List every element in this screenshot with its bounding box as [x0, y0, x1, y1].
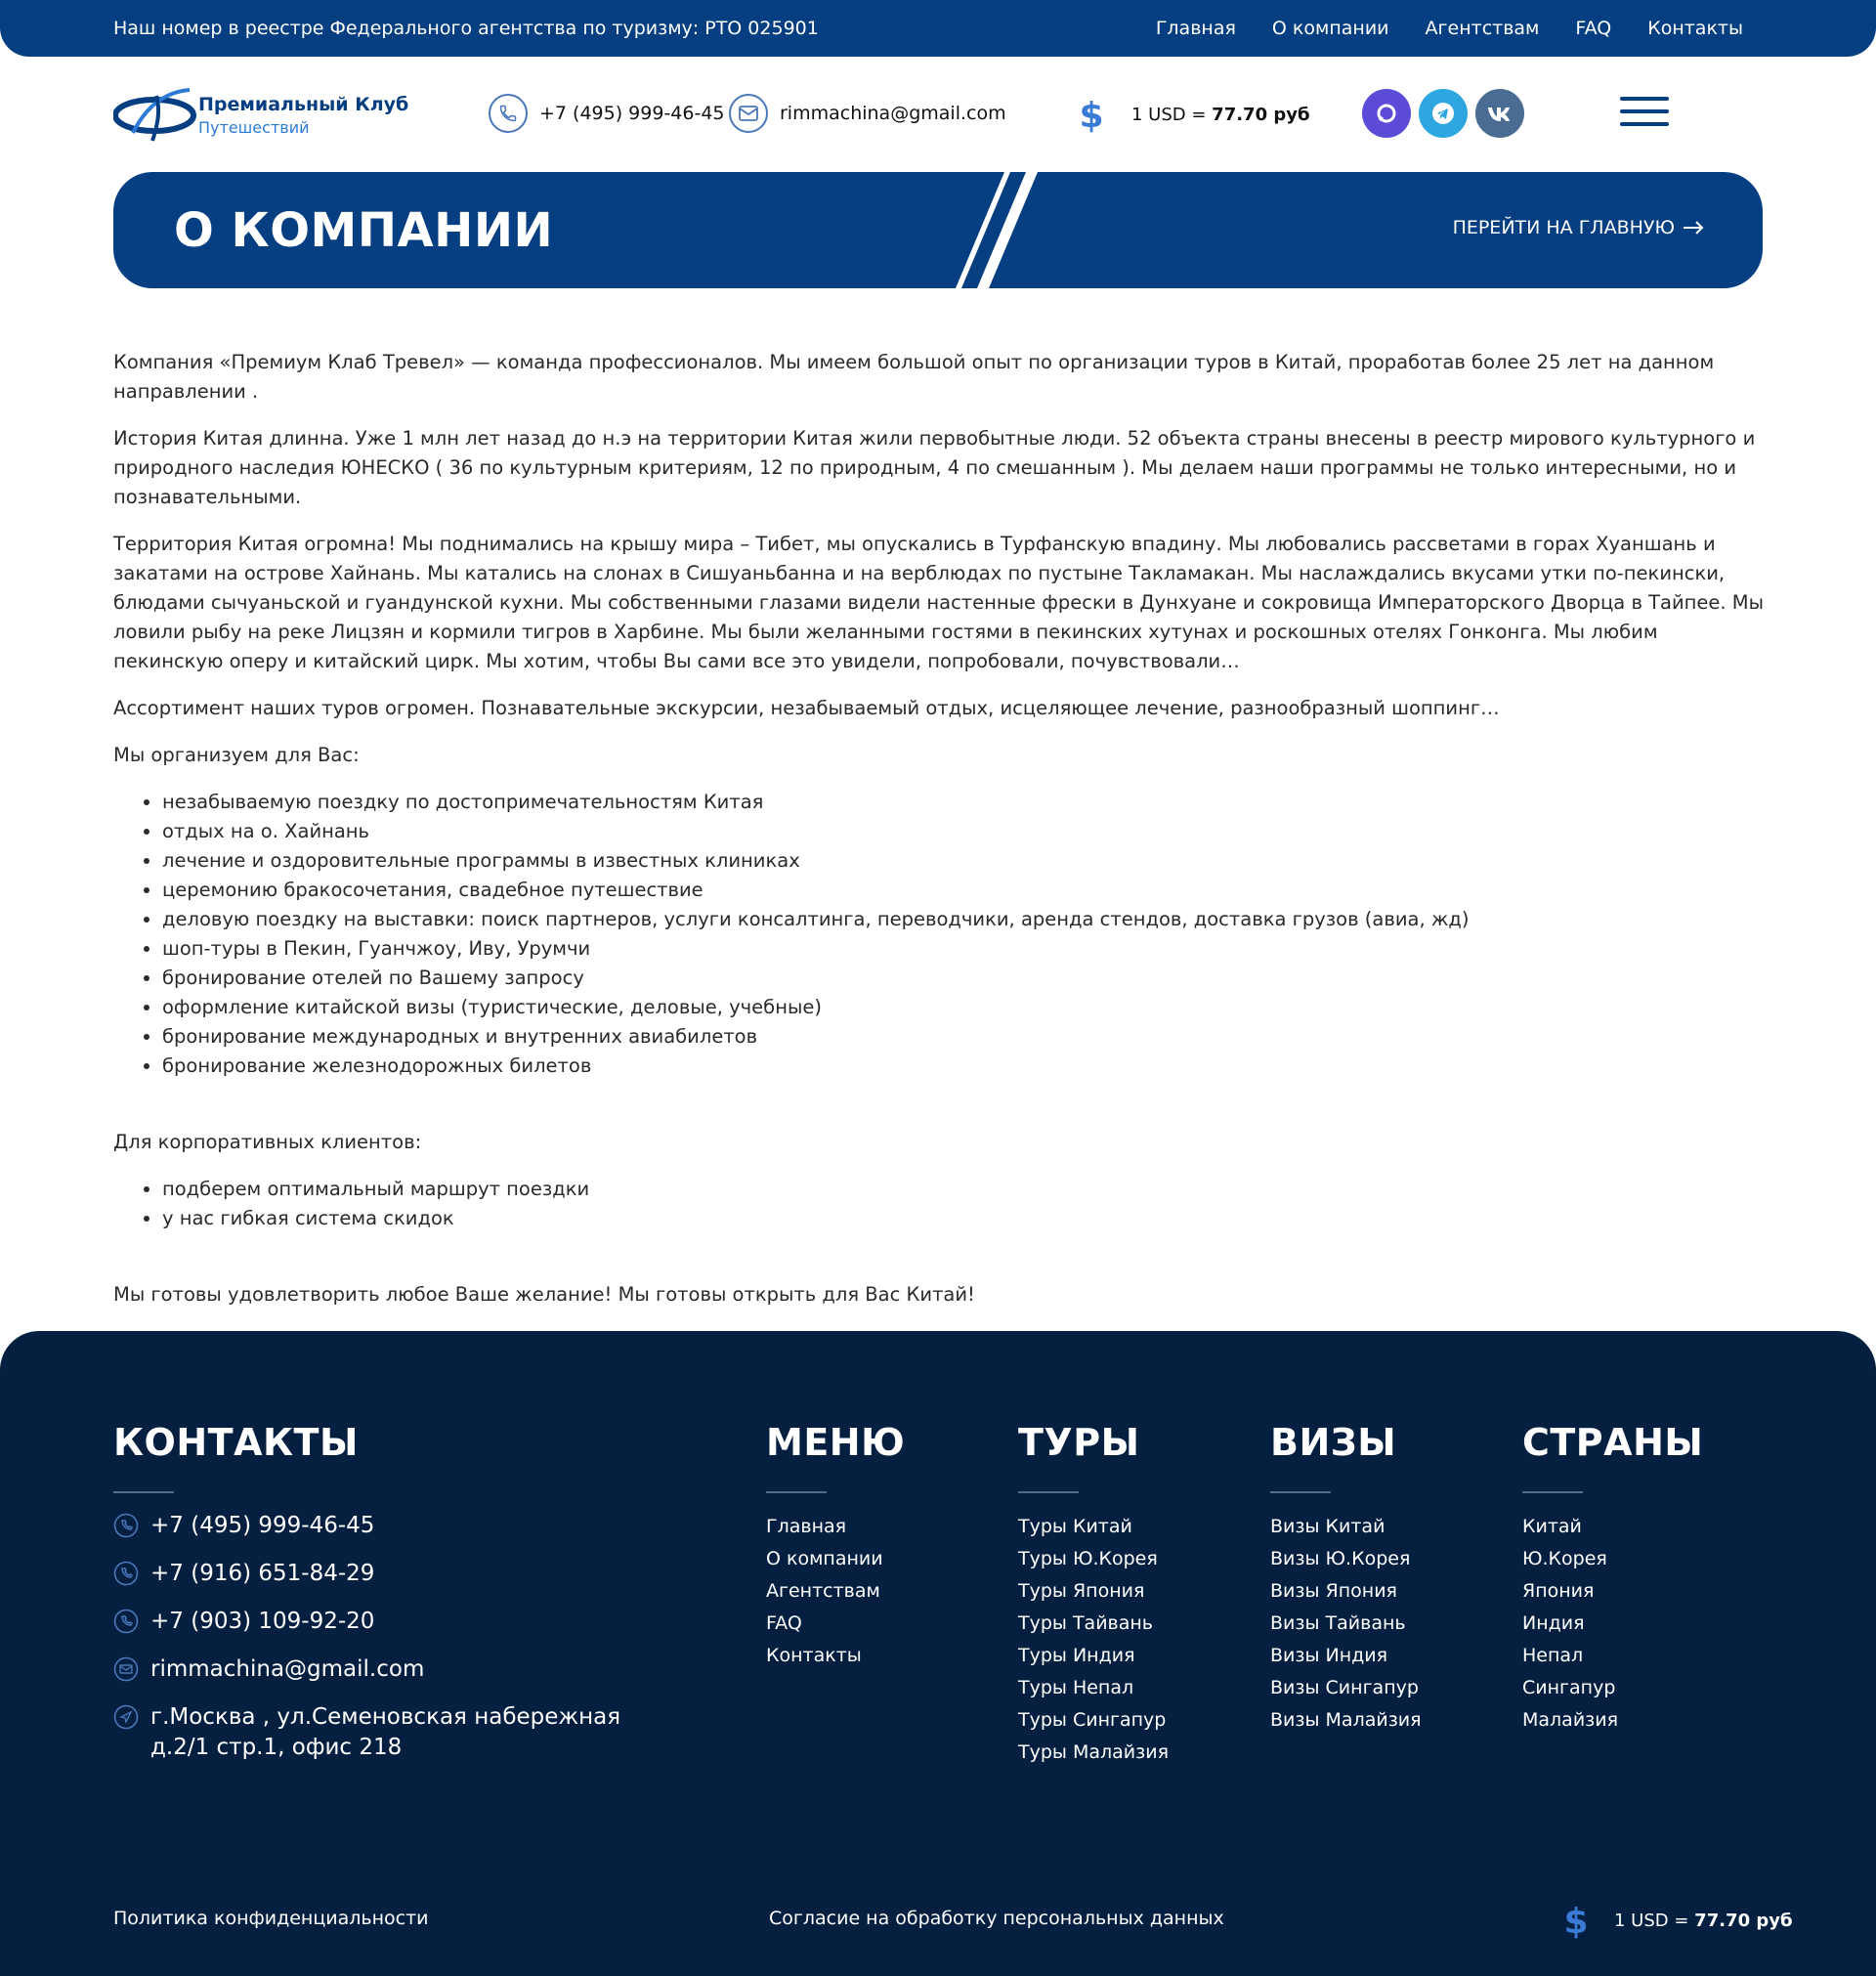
footer-menu-item[interactable]: FAQ	[766, 1612, 802, 1634]
corporate-list	[162, 1175, 1765, 1233]
footer-visa-item[interactable]: Визы Ю.Корея	[1270, 1548, 1411, 1569]
top-nav	[1156, 18, 1743, 39]
footer-phone-2[interactable]: +7 (916) 651-84-29	[113, 1559, 620, 1589]
list-item: • у нас гибкая система скидок	[162, 1204, 1765, 1233]
dollar-icon	[1079, 96, 1104, 133]
footer-tour-item[interactable]: Туры Малайзия	[1018, 1741, 1170, 1763]
nav-about[interactable]: О компании	[1271, 18, 1389, 39]
footer-tours	[1018, 1421, 1169, 1769]
phone-icon	[113, 1561, 139, 1586]
usd-value: 77.70 руб	[1694, 1910, 1793, 1931]
footer-visa-item[interactable]: Визы Тайвань	[1270, 1612, 1406, 1634]
footer-visa-item[interactable]: Визы Китай	[1270, 1516, 1386, 1537]
footer-contacts	[113, 1421, 620, 1781]
footer-country-item[interactable]: Малайзия	[1522, 1709, 1619, 1731]
svg-text:$: $	[1563, 1902, 1589, 1939]
list-item: • оформление китайской визы (туристические, деловые, учебные)	[162, 993, 1765, 1022]
header-phone[interactable]	[489, 94, 725, 133]
page-banner	[113, 172, 1763, 288]
paragraph: Мы готовы удовлетворить любое Ваше желание! Мы готовы открыть для Вас Китай!	[113, 1283, 975, 1306]
registry-number: Наш номер в реестре Федерального агентства по туризму: РТО 025901	[113, 18, 819, 39]
max-icon[interactable]	[1362, 89, 1411, 138]
footer-countries	[1522, 1421, 1703, 1737]
paragraph: Ассортимент наших туров огромен. Познавательные экскурсии, незабываемый отдых, исцеляющее лечение, разнообразный шоппинг…	[113, 697, 1500, 719]
mail-icon	[113, 1656, 139, 1682]
footer-tour-item[interactable]: Туры Япония	[1018, 1580, 1145, 1602]
currency-rate	[1079, 96, 1310, 133]
phone-icon	[489, 94, 528, 133]
list-item: • отдых на о. Хайнань	[162, 817, 1765, 846]
footer-menu-item[interactable]: О компании	[766, 1548, 883, 1569]
nav-faq[interactable]: FAQ	[1575, 18, 1612, 39]
footer-menu	[766, 1421, 905, 1672]
go-home-link[interactable]	[1453, 217, 1704, 238]
footer-countries-title: СТРАНЫ	[1522, 1421, 1704, 1464]
header-email-text: rimmachina@gmail.com	[780, 103, 1006, 124]
list-item: • лечение и оздоровительные программы в известных клиниках	[162, 846, 1765, 876]
footer-country-item[interactable]: Индия	[1522, 1612, 1585, 1634]
footer-visa-item[interactable]: Визы Сингапур	[1270, 1677, 1419, 1698]
paragraph: История Китая длинна. Уже 1 млн лет назад до н.э на территории Китая жили первобытные люди. 52 объекта страны внесены в реестр мирового культурного и природного наследия ЮНЕСКО ( 36 по культурным критериям, 12 по природным, 4 по смешанным ). Мы делаем наши программы не только интересными, но и познавательными.	[113, 427, 1756, 508]
telegram-icon[interactable]	[1419, 89, 1468, 138]
list-item: • деловую поездку на выставки: поиск партнеров, услуги консалтинга, переводчики, аренда стендов, доставка грузов (авиа, жд)	[162, 905, 1765, 934]
footer-menu-item[interactable]: Главная	[766, 1516, 847, 1537]
footer-visa-item[interactable]: Визы Япония	[1270, 1580, 1397, 1602]
header-email[interactable]	[729, 94, 1006, 133]
footer-tour-item[interactable]: Туры Сингапур	[1018, 1709, 1167, 1731]
footer-currency-rate	[1563, 1902, 1793, 1939]
footer-tours-title: ТУРЫ	[1018, 1421, 1140, 1464]
nav-agencies[interactable]: Агентствам	[1425, 18, 1540, 39]
social-links	[1362, 89, 1524, 138]
usd-value: 77.70 руб	[1212, 104, 1310, 125]
list-item: • бронирование отелей по Вашему запросу	[162, 964, 1765, 993]
privacy-policy-link[interactable]: Политика конфиденциальности	[113, 1908, 429, 1929]
phone-icon	[113, 1609, 139, 1634]
footer-contacts-title: КОНТАКТЫ	[113, 1421, 359, 1464]
logo-title: Премиальный Клуб	[198, 94, 409, 115]
dollar-icon	[1563, 1902, 1589, 1939]
list-item: • незабываемую поездку по достопримечательностям Китая	[162, 788, 1765, 817]
footer-visas-title: ВИЗЫ	[1270, 1421, 1397, 1464]
footer-tour-item[interactable]: Туры Непал	[1018, 1677, 1134, 1698]
footer-visas	[1270, 1421, 1422, 1737]
header-phone-text: +7 (495) 999-46-45	[539, 103, 725, 124]
phone-icon	[113, 1513, 139, 1538]
list-item: • бронирование международных и внутренних авиабилетов	[162, 1022, 1765, 1052]
arrow-right-icon	[1683, 221, 1704, 235]
top-bar	[0, 0, 1876, 57]
footer-country-item[interactable]: Сингапур	[1522, 1677, 1616, 1698]
list-item: • бронирование железнодорожных билетов	[162, 1052, 1765, 1081]
footer-country-item[interactable]: Япония	[1522, 1580, 1595, 1602]
services-list	[162, 788, 1765, 1081]
footer-tour-item[interactable]: Туры Ю.Корея	[1018, 1548, 1158, 1569]
paragraph: Компания «Премиум Клаб Тревел» — команда профессионалов. Мы имеем большой опыт по организации туров в Китай, проработав более 25 лет на данном направлении .	[113, 351, 1715, 403]
footer-visa-item[interactable]: Визы Индия	[1270, 1645, 1388, 1666]
vk-icon[interactable]	[1475, 89, 1524, 138]
footer	[0, 1331, 1876, 1976]
page-title: О КОМПАНИИ	[174, 203, 554, 258]
location-icon	[113, 1704, 139, 1730]
about-content	[113, 348, 1765, 1327]
paragraph: Мы организуем для Вас:	[113, 744, 360, 766]
list-item: • церемонию бракосочетания, свадебное путешествие	[162, 876, 1765, 905]
nav-home[interactable]: Главная	[1155, 18, 1236, 39]
footer-menu-item[interactable]: Агентствам	[766, 1580, 880, 1602]
consent-link[interactable]: Согласие на обработку персональных данных	[769, 1908, 1224, 1929]
footer-address: г.Москва , ул.Семеновская набережная д.2/1 стр.1, офис 218	[113, 1702, 620, 1763]
footer-menu-title: МЕНЮ	[766, 1421, 906, 1464]
logo-subtitle: Путешествий	[198, 118, 310, 137]
svg-text:$: $	[1079, 96, 1104, 133]
usd-label: 1 USD =	[1614, 1910, 1695, 1931]
logo[interactable]	[113, 84, 409, 145]
logo-swoosh-icon	[113, 84, 197, 145]
list-item: • шоп-туры в Пекин, Гуанчжоу, Иву, Урумчи	[162, 934, 1765, 964]
header	[113, 80, 1763, 149]
footer-phone-3[interactable]: +7 (903) 109-92-20	[113, 1607, 620, 1637]
nav-contacts[interactable]: Контакты	[1647, 18, 1743, 39]
go-home-label: ПЕРЕЙТИ НА ГЛАВНУЮ	[1452, 217, 1675, 238]
footer-email[interactable]: rimmachina@gmail.com	[113, 1654, 620, 1685]
footer-phone-1[interactable]: +7 (495) 999-46-45	[113, 1511, 620, 1541]
footer-tour-item[interactable]: Туры Тайвань	[1018, 1612, 1154, 1634]
usd-label: 1 USD =	[1131, 104, 1213, 125]
footer-country-item[interactable]: Ю.Корея	[1522, 1548, 1607, 1569]
footer-visa-item[interactable]: Визы Малайзия	[1270, 1709, 1422, 1731]
paragraph: Территория Китая огромна! Мы поднимались на крышу мира – Тибет, мы опускались в Турфанскую впадину. Мы любовались рассветами в горах Хуаншань и закатами на острове Хайнань. Мы катались на слонах в Сишуаньбанна и на верблюдах по пустыне Такламакан. Мы наслаждались вкусами утки по-пекински, блюдами сычуаньской и гуандунской кухни. Мы собственными глазами видели настенные фрески в Дунхуане и сокровища Императорского Дворца в Тайпее. Мы ловили рыбу на реке Лицзян и кормили тигров в Харбине. Мы были желанными гостями в пекинских хутунах и роскошных отелях Гонконга. Мы любим пекинскую оперу и китайский цирк. Мы хотим, чтобы Вы сами все это увидели, попробовали, почувствовали…	[113, 533, 1765, 672]
footer-country-item[interactable]: Непал	[1522, 1645, 1584, 1666]
burger-menu-icon[interactable]	[1620, 97, 1669, 126]
paragraph: Для корпоративных клиентов:	[113, 1131, 422, 1153]
footer-menu-item[interactable]: Контакты	[766, 1645, 862, 1666]
footer-tour-item[interactable]: Туры Индия	[1018, 1645, 1135, 1666]
list-item: • подберем оптимальный маршрут поездки	[162, 1175, 1765, 1204]
footer-country-item[interactable]: Китай	[1522, 1516, 1582, 1537]
mail-icon	[729, 94, 768, 133]
footer-tour-item[interactable]: Туры Китай	[1018, 1516, 1132, 1537]
